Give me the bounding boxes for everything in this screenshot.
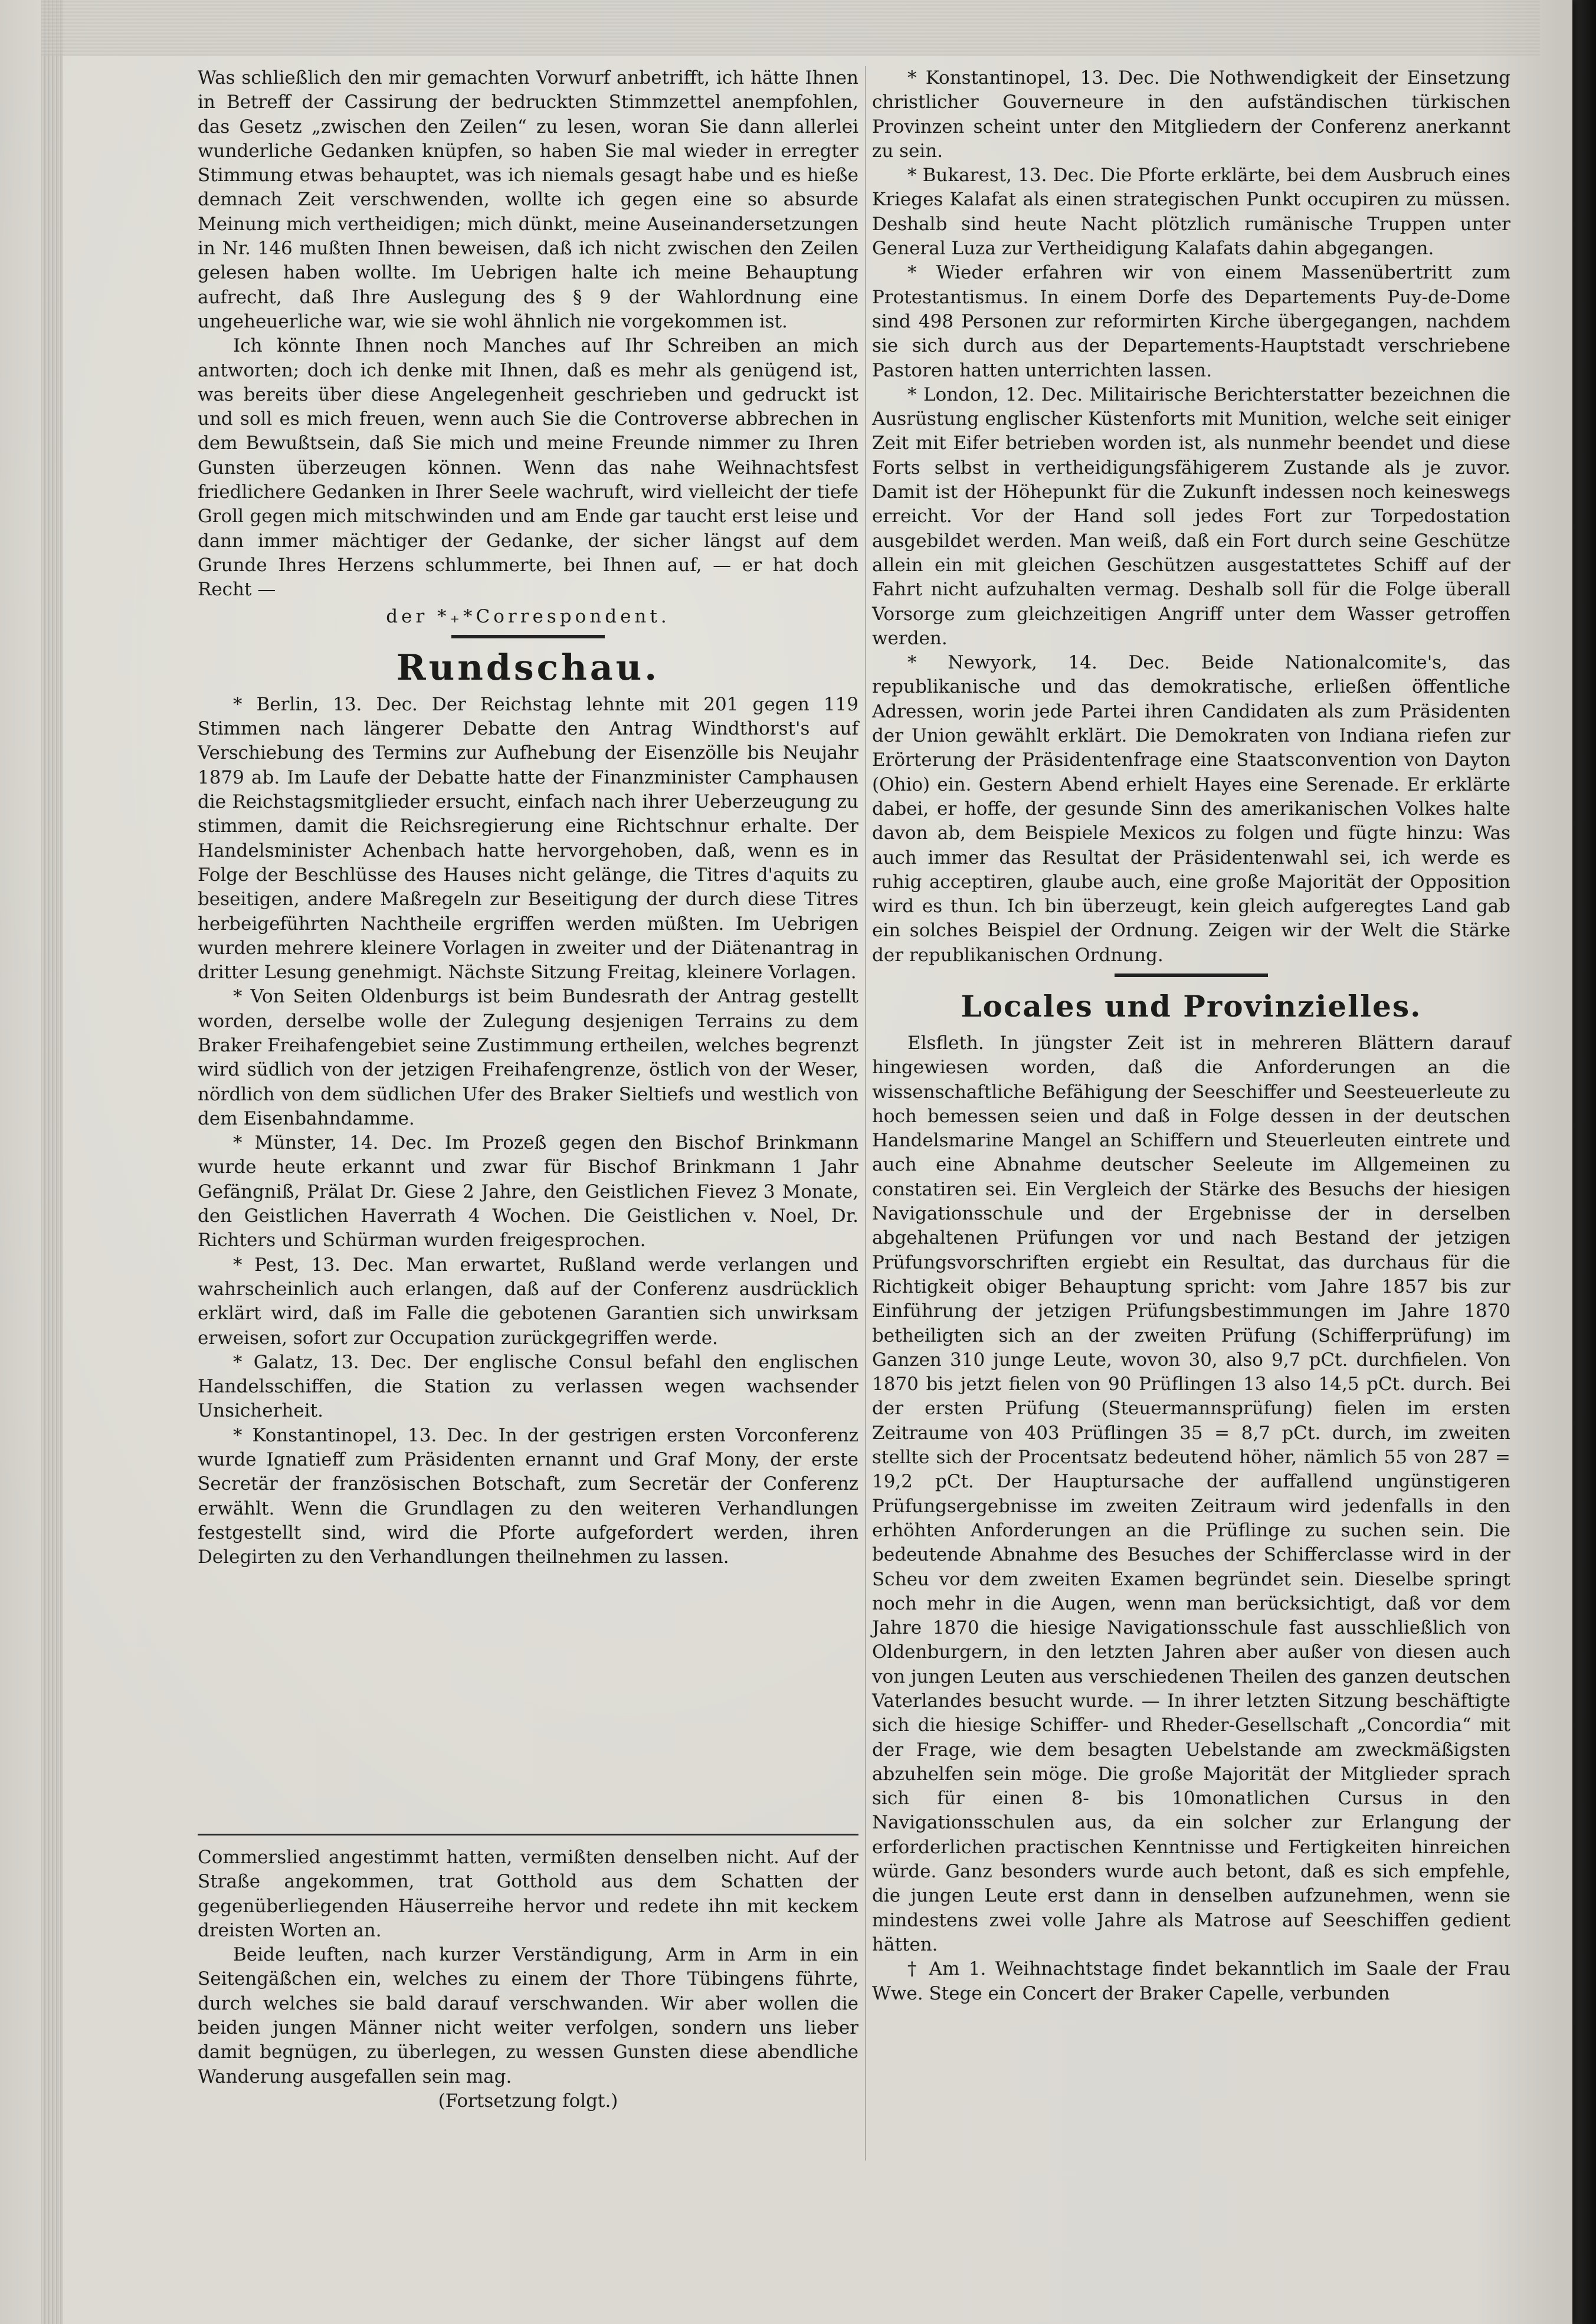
news-item: * Bukarest, 13. Dec. Die Pforte erklärte, bei dem Ausbruch eines Krieges Kalafat als einen strategischen Punkt occupiren zu müssen. Deshalb sind heute Nacht plötzlich rumänische Truppen unter General Luza zur Vertheidigung Kalafats dahin abgegangen. <box>872 165 1510 260</box>
news-item: * Berlin, 13. Dec. Der Reichstag lehnte mit 201 gegen 119 Stimmen nach längerer Debatte den Antrag Windthorst's auf Verschiebung des Termins zur Aufhebung der Eisenzölle bis Neujahr 1879 ab. Im Laufe der Debatte hatte der Finanzminister Camphausen die Reichstagsmitglieder ersucht, einfach nach ihrer Ueberzeugung zu stimmen, damit die Reichsregierung eine Richtschnur erhalte. Der Handelsminister Achenbach hatte hervorgehoben, daß, wenn es in Folge der Beschlüsse des Hauses nicht gelänge, die Titres d'aquits zu beseitigen, andere Maßregeln zur Beseitigung der durch diese Titres herbeigeführten Nachtheile ergriffen werden müßten. Im Uebrigen wurden mehrere kleinere Vorlagen in zweiter und der Diätenantrag in dritter Lesung genehmigt. Nächste Sitzung Freitag, kleinere Vorlagen. <box>198 693 858 984</box>
news-item: * Wieder erfahren wir von einem Massenübertritt zum Protestantismus. In einem Dorfe des Departements Puy-de-Dome sind 498 Personen zur reformirten Kirche übergegangen, nachdem sie sich durch aus der Departements-Hauptstadt verschriebene Pastoren hatten unterrichten lassen. <box>872 262 1510 381</box>
locales-title: Locales und Provinzielles. <box>961 988 1422 1024</box>
rundschau-title: Rundschau. <box>396 647 660 689</box>
news-item: * Konstantinopel, 13. Dec. In der gestrigen ersten Vorconferenz wurde Ignatieff zum Präsidenten ernannt und Graf Mony, der erste Secretär der französischen Botschaft, zum Secretär der Conferenz erwählt. Wenn die Grundlagen zu den weiteren Verhandlungen festgestellt sind, wird die Pforte aufgefordert werden, ihren Delegirten zu den Verhandlungen theilnehmen zu lassen. <box>198 1424 858 1568</box>
letter-paragraph: Was schließlich den mir gemachten Vorwurf anbetrifft, ich hätte Ihnen in Betreff der Cassirung der bedruckten Stimmzettel anempfohlen, das Gesetz „zwischen den Zeilen“ zu lesen, woran Sie dann allerlei wunderliche Gedanken knüpfen, so haben Sie mal wieder in erregter Stimmung etwas behauptet, was ich niemals gesagt habe und es hieße demnach Zeit verschwenden, wollte ich gegen eine so absurde Meinung mich vertheidigen; mich dünkt, meine Auseinandersetzungen in Nr. 146 mußten Ihnen beweisen, daß ich nicht zwischen den Zeilen gelesen haben wollte. Im Uebrigen halte ich meine Behauptung aufrecht, daß Ihre Auslegung des § 9 der Wahlordnung eine ungeheuerliche war, wie sie wohl ähnlich nie vorgekommen ist. <box>198 67 858 332</box>
section-rule <box>1115 973 1268 977</box>
page-edge-stack <box>41 0 63 2324</box>
news-item: * Galatz, 13. Dec. Der englische Consul befahl den englischen Handelsschiffen, die Station zu verlassen wegen wachsender Unsicherheit. <box>198 1351 858 1422</box>
section-rule <box>451 635 605 638</box>
feuilleton-divider <box>198 1834 858 1835</box>
page-top-edge <box>41 0 1540 56</box>
local-news-paragraph: † Am 1. Weihnachtstage findet bekanntlich im Saale der Frau Wwe. Stege ein Concert der Braker Capelle, verbunden <box>872 1958 1510 2004</box>
feuilleton-paragraph: Commerslied angestimmt hatten, vermißten denselben nicht. Auf der Straße angekommen, trat Gotthold aus dem Schatten der gegenüberliegenden Häuserreihe hervor und redete ihn mit keckem dreisten Worten an. <box>198 1847 858 1941</box>
letter-paragraph: Ich könnte Ihnen noch Manches auf Ihr Schreiben an mich antworten; doch ich denke mit Ihnen, daß es mehr als genügend ist, was bereits über diese Angelegenheit geschrieben und gedruckt ist und soll es mich freuen, wenn auch Sie die Controverse abbrechen in dem Bewußtsein, daß Sie mich und meine Freunde nimmer zu Ihren Gunsten überzeugen können. Wenn das nahe Weihnachtsfest friedlichere Gedanken in Ihrer Seele wachruft, wird vielleicht der tiefe Groll gegen mich mitschwinden und am Ende gar taucht erst leise und dann immer mächtiger der Gedanke, der sicher längst auf dem Grunde Ihres Herzens schlummerte, bei Ihnen auf, — er hat doch Recht — <box>198 335 858 601</box>
news-item: * Pest, 13. Dec. Man erwartet, Rußland werde verlangen und wahrscheinlich auch erlangen, daß auf der Conferenz ausdrücklich erklärt wird, daß im Falle die gebotenen Garantien sich unwirksam erweisen, sofort zur Occupation zurückgegriffen werde. <box>198 1254 858 1349</box>
continued-note: (Fortsetzung folgt.) <box>438 2090 618 2112</box>
news-item: * Von Seiten Oldenburgs ist beim Bundesrath der Antrag gestellt worden, derselbe wolle der Zulegung desjenigen Terrains zu dem Braker Freihafengebiet seine Zustimmung ertheilen, welches begrenzt wird südlich von der jetzigen Freihafengrenze, östlich von der Weser, nördlich von dem südlichen Ufer des Braker Sieltiefs und westlich von dem Eisenbahndamme. <box>198 986 858 1129</box>
feuilleton-paragraph: Beide leuften, nach kurzer Verständigung, Arm in Arm in ein Seitengäßchen ein, welches zu einem der Thore Tübingens führte, durch welches sie bald darauf verschwanden. Wir aber wollen die beiden jungen Männer nicht weiter verfolgen, sondern uns lieber damit begnügen, zu überlegen, zu wessen Gunsten diese abendliche Wanderung ausgefallen sein mag. <box>198 1944 858 2087</box>
feuilleton <box>198 1846 858 2113</box>
news-item: * London, 12. Dec. Militairische Berichterstatter bezeichnen die Ausrüstung englischer Küstenforts mit Munition, welche seit einiger Zeit mit Eifer betrieben worden ist, als nunmehr beendet und diese Forts selbst in vertheidigungsfähigerem Zustande als je zuvor. Damit ist der Höhepunkt für die Zukunft indessen noch keineswegs erreicht. Vor der Hand soll jedes Fort zur Torpedostation ausgebildet werden. Man weiß, daß ein Fort durch seine Geschütze allein ein mit gleichen Geschützen ausgestattetes Schiff auf der Fahrt nicht aufzuhalten vermag. Deshalb soll für die Folge überall Vorsorge zum gleichzeitigen Angriff unter dem Wasser getroffen werden. <box>872 383 1510 649</box>
left-column <box>198 66 858 1570</box>
correspondent-signature: der *₊*Correspondent. <box>386 605 670 627</box>
column-divider <box>865 66 866 2161</box>
right-column <box>872 66 1510 2006</box>
news-item: * Konstantinopel, 13. Dec. Die Nothwendigkeit der Einsetzung christlicher Gouverneure in den aufständischen türkischen Provinzen scheint unter den Mitgliedern der Conferenz anerkannt zu sein. <box>872 67 1510 162</box>
news-item: * Newyork, 14. Dec. Beide Nationalcomite's, das republikanische und das demokratische, erließen öffentliche Adressen, worin jede Partei ihren Candidaten als zum Präsidenten der Union gewählt erklärt. Die Demokraten von Indiana riefen zur Erörterung der Präsidentenfrage eine Staatsconvention von Dayton (Ohio) ein. Gestern Abend erhielt Hayes eine Serenade. Er erklärte dabei, er hoffe, der gesunde Sinn des amerikanischen Volkes halte davon ab, dem Beispiele Mexicos zu folgen und fügte hinzu: Was auch immer das Resultat der Präsidentenwahl sei, ich werde es ruhig acceptiren, glaube auch, eine große Majorität der Opposition wird es thun. Ich bin überzeugt, kein gleich aufgeregtes Land gab ein solches Beispiel der Ordnung. Zeigen wir der Welt die Stärke der republikanischen Ordnung. <box>872 652 1510 966</box>
news-item: * Münster, 14. Dec. Im Prozeß gegen den Bischof Brinkmann wurde heute erkannt und zwar für Bischof Brinkmann 1 Jahr Gefängniß, Prälat Dr. Giese 2 Jahre, den Geistlichen Fievez 3 Monate, den Geistlichen Haverrath 4 Wochen. Die Geistlichen v. Noel, Dr. Richters und Schürman wurden freigesprochen. <box>198 1132 858 1251</box>
local-news-paragraph: Elsfleth. In jüngster Zeit ist in mehreren Blättern darauf hingewiesen worden, daß die Anforderungen an die wissenschaftliche Befähigung der Seeschiffer und Seesteuerleute zu hoch bemessen seien und daß in Folge dessen in der deutschen Handelsmarine Mangel an Schiffern und Steuerleuten eintrete und auch eine Abnahme deutscher Seeleute im Allgemeinen zu constatiren sei. Ein Vergleich der Stärke des Besuchs der hiesigen Navigationsschule und der Ergebnisse der in derselben abgehaltenen Prüfungen vor und nach Bestand der jetzigen Prüfungsvorschriften ergiebt ein Resultat, das durchaus für die Richtigkeit obiger Behauptung spricht: vom Jahre 1857 bis zur Einführung der jetzigen Prüfungsbestimmungen im Jahre 1870 betheiligten sich an der zweiten Prüfung (Schifferprüfung) im Ganzen 310 junge Leute, wovon 30, also 9,7 pCt. durchfielen. Von 1870 bis jetzt fielen von 90 Prüflingen 13 also 14,5 pCt. durch. Bei der ersten Prüfung (Steuermannsprüfung) fielen im ersten Zeitraume von 403 Prüflingen 35 = 8,7 pCt. durch, im zweiten stellte sich der Procentsatz bedeutend höher, nämlich 55 von 287 = 19,2 pCt. Der Hauptursache der auffallend ungünstigeren Prüfungsergebnisse im zweiten Zeitraum wird jedenfalls in den erhöhten Anforderungen an die Prüflinge zu suchen sein. Die bedeutende Abnahme des Besuches der Schifferclasse wird in der Scheu vor dem zweiten Examen begründet sein. Dieselbe springt noch mehr in die Augen, wenn man berücksichtigt, daß vor dem Jahre 1870 die hiesige Navigationsschule fast ausschließlich von Oldenburgern, in den letzten Jahren aber außer von diesen auch von jungen Leuten aus verschiedenen Theilen des ganzen deutschen Vaterlandes besucht wurde. — In ihrer letzten Sitzung beschäftigte sich die hiesige Schiffer- und Rheder-Gesellschaft „Concordia“ mit der Frage, wie dem besagten Uebelstande am zweckmäßigsten abzuhelfen sein möge. Die große Majorität der Mitglieder sprach sich für einen 8- bis 10monatlichen Cursus in den Navigationsschulen aus, da ein solcher zur Erlangung der erforderlichen practischen Kenntnisse und Fertigkeiten hinreichen würde. Ganz besonders wurde auch betont, daß es sich empfehle, die jungen Leute erst dann in denselben aufzunehmen, wenn sie mindestens zwei volle Jahre als Matrose auf Seeschiffen gedient hätten. <box>872 1032 1510 1955</box>
